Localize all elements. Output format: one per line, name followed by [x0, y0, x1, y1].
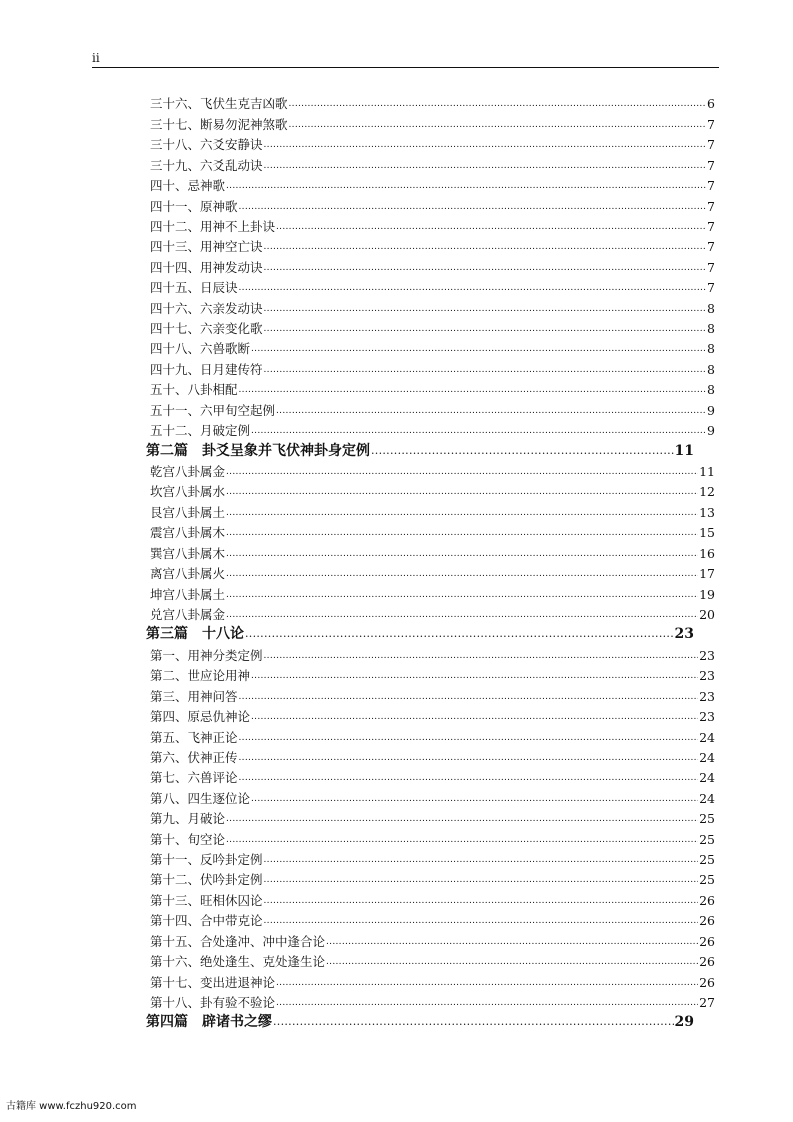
- dot-leader: [239, 690, 699, 704]
- toc-entry: [150, 887, 715, 907]
- toc-entry: [150, 949, 715, 969]
- dot-leader: [276, 220, 706, 234]
- toc-entry-title: 第十二、伏吟卦定例: [150, 872, 263, 888]
- dot-leader: [226, 547, 698, 561]
- dot-leader: [245, 626, 674, 642]
- dot-leader: [264, 261, 707, 275]
- toc-entry-page-number: 26: [699, 892, 715, 908]
- toc-entry-title: 第二篇 卦爻呈象并飞伏神卦身定例: [146, 442, 370, 459]
- toc-entry-page-number: 25: [699, 811, 715, 827]
- toc-entry-title: 四十、忌神歌: [150, 178, 226, 194]
- dot-leader: [264, 302, 707, 316]
- toc-entry-title: 四十三、用神空亡诀: [150, 239, 263, 255]
- table-of-contents: [0, 91, 793, 1030]
- toc-entry: [150, 111, 715, 131]
- toc-entry-title: 巽宫八卦属木: [150, 545, 226, 561]
- toc-entry-page-number: 23: [674, 626, 694, 643]
- toc-entry-title: 第三篇 十八论: [146, 626, 244, 643]
- dot-leader: [239, 200, 707, 214]
- dot-leader: [226, 506, 698, 520]
- toc-entry-title: 五十二、月破定例: [150, 423, 251, 439]
- toc-entry-title: 第五、飞神正论: [150, 729, 238, 745]
- toc-entry-page-number: 26: [699, 933, 715, 949]
- toc-entry-page-number: 24: [699, 749, 715, 765]
- toc-entry-title: 第十三、旺相休囚论: [150, 892, 263, 908]
- dot-leader: [326, 955, 698, 969]
- toc-entry-page-number: 9: [707, 423, 715, 439]
- dot-leader: [251, 669, 698, 683]
- toc-entry: [150, 785, 715, 805]
- toc-entry: [150, 990, 715, 1010]
- toc-entry-page-number: 26: [699, 913, 715, 929]
- header-rule: [92, 67, 719, 68]
- toc-entry-title: 第十一、反吟卦定例: [150, 852, 263, 868]
- toc-entry-page-number: 23: [699, 709, 715, 725]
- dot-leader: [289, 97, 707, 111]
- toc-entry-page-number: 13: [699, 504, 715, 520]
- toc-entry-page-number: 11: [699, 464, 715, 480]
- toc-entry: [150, 602, 715, 622]
- toc-entry: [150, 499, 715, 519]
- dot-leader: [251, 342, 706, 356]
- dot-leader: [239, 751, 699, 765]
- toc-entry-page-number: 7: [707, 178, 715, 194]
- dot-leader: [264, 363, 707, 377]
- toc-entry-page-number: 23: [699, 647, 715, 663]
- dot-leader: [239, 771, 699, 785]
- toc-entry-title: 三十七、断易勿泥神煞歌: [150, 116, 288, 132]
- toc-entry: [150, 336, 715, 356]
- toc-entry: [150, 663, 715, 683]
- toc-entry: [150, 969, 715, 989]
- toc-entry-title: 第十六、绝处逢生、克处逢生论: [150, 954, 326, 970]
- toc-entry-title: 第十八、卦有验不验论: [150, 994, 276, 1010]
- footer-watermark: 古籍库 www.fczhu920.com: [6, 1101, 137, 1112]
- toc-entry-title: 第七、六兽评论: [150, 770, 238, 786]
- dot-leader: [264, 873, 699, 887]
- toc-entry-page-number: 7: [707, 116, 715, 132]
- dot-leader: [371, 443, 674, 459]
- toc-entry-page-number: 25: [699, 831, 715, 847]
- toc-entry-page-number: 25: [699, 852, 715, 868]
- dot-leader: [226, 812, 698, 826]
- toc-entry: [150, 826, 715, 846]
- toc-entry-title: 第一、用神分类定例: [150, 647, 263, 663]
- toc-entry-title: 第十七、变出进退神论: [150, 974, 276, 990]
- toc-entry: [150, 377, 715, 397]
- toc-entry-title: 第二、世应论用神: [150, 668, 251, 684]
- toc-entry: [150, 173, 715, 193]
- toc-entry-page-number: 7: [707, 137, 715, 153]
- toc-entry-page-number: 16: [699, 545, 715, 561]
- toc-entry-page-number: 19: [699, 586, 715, 602]
- toc-entry-page-number: 7: [707, 239, 715, 255]
- toc-entry-page-number: 17: [699, 566, 715, 582]
- toc-entry: [150, 275, 715, 295]
- toc-entry-title: 四十二、用神不上卦诀: [150, 218, 276, 234]
- dot-leader: [264, 649, 699, 663]
- toc-entry-title: 乾宫八卦属金: [150, 464, 226, 480]
- toc-entry-title: 第九、月破论: [150, 811, 226, 827]
- dot-leader: [251, 710, 698, 724]
- toc-entry-title: 第十、旬空论: [150, 831, 226, 847]
- toc-entry-page-number: 8: [707, 321, 715, 337]
- toc-entry-title: 四十四、用神发动诀: [150, 259, 263, 275]
- toc-entry-page-number: 26: [699, 974, 715, 990]
- toc-part-heading: [146, 1010, 694, 1030]
- toc-entry-title: 五十、八卦相配: [150, 382, 238, 398]
- toc-entry-title: 第十四、合中带克论: [150, 913, 263, 929]
- toc-entry: [150, 254, 715, 274]
- toc-entry: [150, 520, 715, 540]
- toc-entry-title: 第三、用神问答: [150, 688, 238, 704]
- toc-entry-page-number: 7: [707, 259, 715, 275]
- dot-leader: [264, 159, 707, 173]
- toc-entry-title: 离宫八卦属火: [150, 566, 226, 582]
- toc-entry-title: 三十八、六爻安静诀: [150, 137, 263, 153]
- toc-entry-page-number: 8: [707, 300, 715, 316]
- toc-entry-title: 三十九、六爻乱动诀: [150, 157, 263, 173]
- toc-entry-page-number: 6: [707, 96, 715, 112]
- dot-leader: [264, 914, 699, 928]
- toc-entry: [150, 642, 715, 662]
- toc-entry: [150, 479, 715, 499]
- toc-entry: [150, 704, 715, 724]
- toc-entry-title: 五十一、六甲旬空起例: [150, 402, 276, 418]
- toc-entry-title: 坎宫八卦属水: [150, 484, 226, 500]
- toc-entry: [150, 847, 715, 867]
- toc-entry-page-number: 27: [699, 994, 715, 1010]
- toc-entry-page-number: 24: [699, 790, 715, 806]
- toc-entry: [150, 561, 715, 581]
- toc-entry-title: 第四、原忌仇神论: [150, 709, 251, 725]
- dot-leader: [264, 894, 699, 908]
- header-page-number: ii: [92, 51, 100, 65]
- dot-leader: [251, 424, 706, 438]
- toc-entry-page-number: 23: [699, 688, 715, 704]
- toc-entry-page-number: 12: [699, 484, 715, 500]
- toc-entry: [150, 745, 715, 765]
- toc-entry-page-number: 15: [699, 525, 715, 541]
- dot-leader: [273, 1014, 674, 1030]
- toc-entry-title: 四十七、六亲变化歌: [150, 321, 263, 337]
- toc-entry: [150, 91, 715, 111]
- toc-entry-title: 第十五、合处逢冲、冲中逢合论: [150, 933, 326, 949]
- dot-leader: [289, 118, 707, 132]
- toc-entry: [150, 806, 715, 826]
- dot-leader: [264, 322, 707, 336]
- dot-leader: [226, 833, 698, 847]
- toc-entry: [150, 234, 715, 254]
- dot-leader: [326, 935, 698, 949]
- toc-entry: [150, 397, 715, 417]
- toc-entry: [150, 356, 715, 376]
- toc-entry: [150, 132, 715, 152]
- toc-entry: [150, 928, 715, 948]
- toc-entry-title: 四十一、原神歌: [150, 198, 238, 214]
- toc-entry-page-number: 7: [707, 198, 715, 214]
- dot-leader: [226, 608, 698, 622]
- toc-entry: [150, 214, 715, 234]
- toc-entry-page-number: 29: [674, 1014, 694, 1031]
- toc-entry-title: 四十八、六兽歌断: [150, 341, 251, 357]
- dot-leader: [251, 792, 698, 806]
- toc-entry-title: 四十五、日辰诀: [150, 280, 238, 296]
- dot-leader: [264, 138, 707, 152]
- toc-entry-page-number: 7: [707, 157, 715, 173]
- toc-entry: [150, 193, 715, 213]
- dot-leader: [226, 485, 698, 499]
- dot-leader: [226, 465, 698, 479]
- dot-leader: [239, 281, 707, 295]
- toc-entry-page-number: 23: [699, 668, 715, 684]
- toc-entry-page-number: 7: [707, 280, 715, 296]
- toc-entry-title: 艮宫八卦属土: [150, 504, 226, 520]
- toc-entry-page-number: 8: [707, 341, 715, 357]
- toc-entry-title: 第四篇 辟诸书之缪: [146, 1014, 272, 1031]
- toc-entry-title: 坤宫八卦属土: [150, 586, 226, 602]
- toc-part-heading: [146, 622, 694, 642]
- toc-entry-title: 四十六、六亲发动诀: [150, 300, 263, 316]
- dot-leader: [276, 976, 698, 990]
- toc-entry-title: 四十九、日月建传符: [150, 361, 263, 377]
- toc-entry-title: 三十六、飞伏生克吉凶歌: [150, 96, 288, 112]
- toc-entry: [150, 316, 715, 336]
- dot-leader: [226, 567, 698, 581]
- toc-part-heading: [146, 438, 694, 458]
- dot-leader: [226, 179, 706, 193]
- toc-entry: [150, 867, 715, 887]
- toc-entry: [150, 152, 715, 172]
- toc-entry-page-number: 20: [699, 606, 715, 622]
- toc-entry: [150, 908, 715, 928]
- dot-leader: [226, 588, 698, 602]
- toc-entry-page-number: 26: [699, 954, 715, 970]
- toc-entry-page-number: 11: [674, 442, 694, 459]
- toc-entry-page-number: 8: [707, 361, 715, 377]
- toc-entry-title: 震宫八卦属木: [150, 525, 226, 541]
- toc-entry: [150, 765, 715, 785]
- toc-entry: [150, 581, 715, 601]
- toc-entry: [150, 683, 715, 703]
- toc-entry: [150, 540, 715, 560]
- dot-leader: [239, 383, 707, 397]
- toc-entry-title: 兑宫八卦属金: [150, 606, 226, 622]
- toc-entry-page-number: 9: [707, 402, 715, 418]
- dot-leader: [264, 240, 707, 254]
- toc-entry-page-number: 25: [699, 872, 715, 888]
- toc-entry: [150, 459, 715, 479]
- toc-entry-title: 第八、四生逐位论: [150, 790, 251, 806]
- toc-entry: [150, 418, 715, 438]
- toc-entry-page-number: 8: [707, 382, 715, 398]
- toc-entry-page-number: 24: [699, 729, 715, 745]
- dot-leader: [264, 853, 699, 867]
- toc-entry: [150, 295, 715, 315]
- toc-entry: [150, 724, 715, 744]
- toc-entry-title: 第六、伏神正传: [150, 749, 238, 765]
- toc-entry-page-number: 7: [707, 218, 715, 234]
- dot-leader: [239, 731, 699, 745]
- dot-leader: [226, 526, 698, 540]
- toc-entry-page-number: 24: [699, 770, 715, 786]
- page-header: [92, 50, 719, 68]
- dot-leader: [276, 404, 706, 418]
- dot-leader: [276, 996, 698, 1010]
